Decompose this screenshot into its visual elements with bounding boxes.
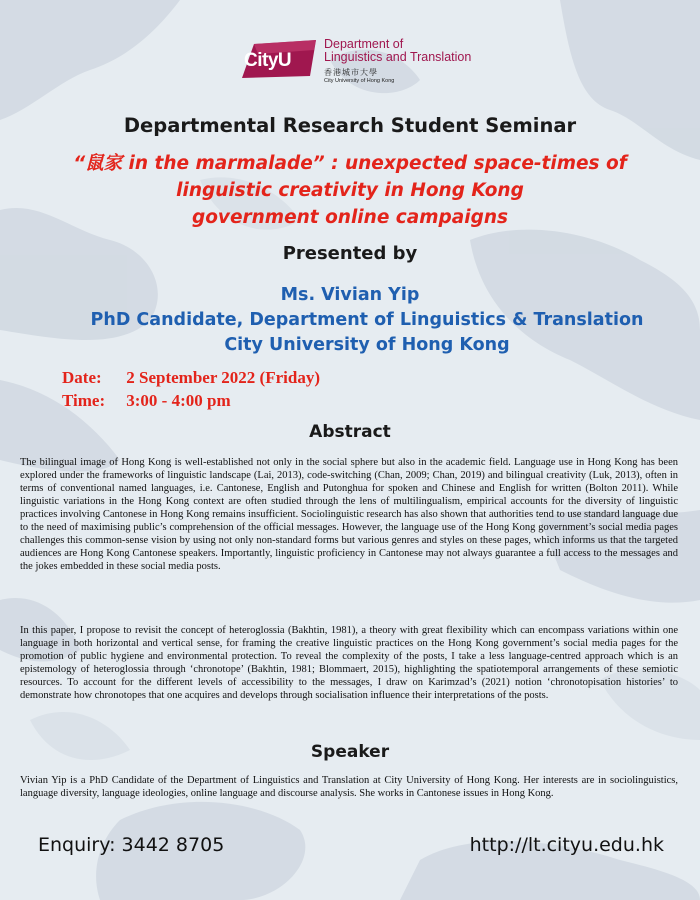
time-value: 3:00 - 4:00 pm [126, 391, 231, 410]
abstract-paragraph-2: In this paper, I propose to revisit the concept of heteroglossia (Bakhtin, 1981), a theory with great flexibility which can encompass variations within one language in both horizontal and vertical sense, for framing the creative linguistic practices on the Hong Kong government’s social media pages for the promotion of public hygiene and environmental protection. To reveal the complexity of the posts, I take a less language-centred approach which is an epistemology of heteroglossia through ‘chronotope’ (Bakhtin, 1981; Blommaert, 2015), highlighting the spatiotemporal arrangements of these semiotic resources. To account for the different levels of accessibility to the messages, I draw on Karimzad’s (2021) notion ‘chronotopisation histories’ to demonstrate how chronotopes that one acquires and develops through socialisation influence their interpretations of the posts. [20, 625, 678, 701]
logo-text: CityU [244, 50, 292, 71]
presented-by: Presented by [282, 243, 418, 264]
department-website[interactable]: http://lt.cityu.edu.hk [469, 834, 664, 856]
time-row [62, 389, 320, 412]
presenter-role: PhD Candidate, Department of Linguistics & Translation [90, 310, 644, 330]
enquiry-phone: Enquiry: 3442 8705 [38, 834, 225, 856]
talk-title-line-3: government online campaigns [191, 207, 509, 228]
seminar-title: Departmental Research Student Seminar [123, 114, 577, 137]
speaker-heading: Speaker [310, 742, 390, 762]
talk-title [0, 150, 700, 231]
abstract-paragraph-1: The bilingual image of Hong Kong is well-established not only in the social sphere but also in the academic field. Language use in Hong Kong has been explored under the frameworks of linguistic landscape (Lai, 2013), code-switching (Chan, 2009; Chan, 2019) and bilingual creativity (Luk, 2013), often in terms of conventional named languages, i.e. Cantonese, English and Putonghua for spoken and Chinese and English for written (Bolton 2011). While linguistic variations in the Hong Kong context are often studied through the lens of multilingualism, empirical accounts for the diversity of linguistic practices involving Cantonese in Hong Kong remains insufficient. Sociolinguistic research has also shown that authorities tend to use standard language due to the need of maximising public’s comprehension of the official messages. However, the language use of the Hong Kong government’s social media pages challenges this common-sense vision by using not only non-standard forms but various genres and styles on these pages, which informs us that the targeted audiences are Hong Kong Cantonese speakers. Importantly, linguistic proficiency in Cantonese may not always guarantee a full access to the messages and the jokes embedded in these social media posts. [20, 457, 678, 572]
abstract-heading: Abstract [309, 422, 391, 442]
university-chinese-name: 香港城市大學 [324, 68, 378, 77]
department-block [324, 38, 471, 84]
presenter-block [0, 283, 700, 358]
time-label: Time: [62, 391, 106, 410]
department-line-2: Linguistics and Translation [324, 50, 472, 64]
talk-title-line-1: “鼠家 in the marmalade” : unexpected space-times of [73, 153, 627, 174]
cityu-logo-mark [236, 38, 320, 82]
date-value: 2 September 2022 (Friday) [126, 368, 320, 387]
speaker-bio: Vivian Yip is a PhD Candidate of the Department of Linguistics and Translation at City University of Hong Kong. Her interests are in sociolinguistics, language diversity, language ideologies, online language and discourse analysis. She works in Cantonese issues in Hong Kong. [20, 775, 678, 799]
cityu-logo [236, 38, 471, 84]
department-line-1: Department of [324, 37, 404, 51]
university-english-name: City University of Hong Kong [324, 78, 395, 84]
presenter-affiliation: City University of Hong Kong [224, 335, 510, 355]
event-datetime [62, 366, 320, 412]
date-label: Date: [62, 368, 102, 387]
talk-title-line-2: linguistic creativity in Hong Kong [176, 180, 524, 201]
presenter-name: Ms. Vivian Yip [280, 285, 420, 305]
date-row [62, 366, 320, 389]
